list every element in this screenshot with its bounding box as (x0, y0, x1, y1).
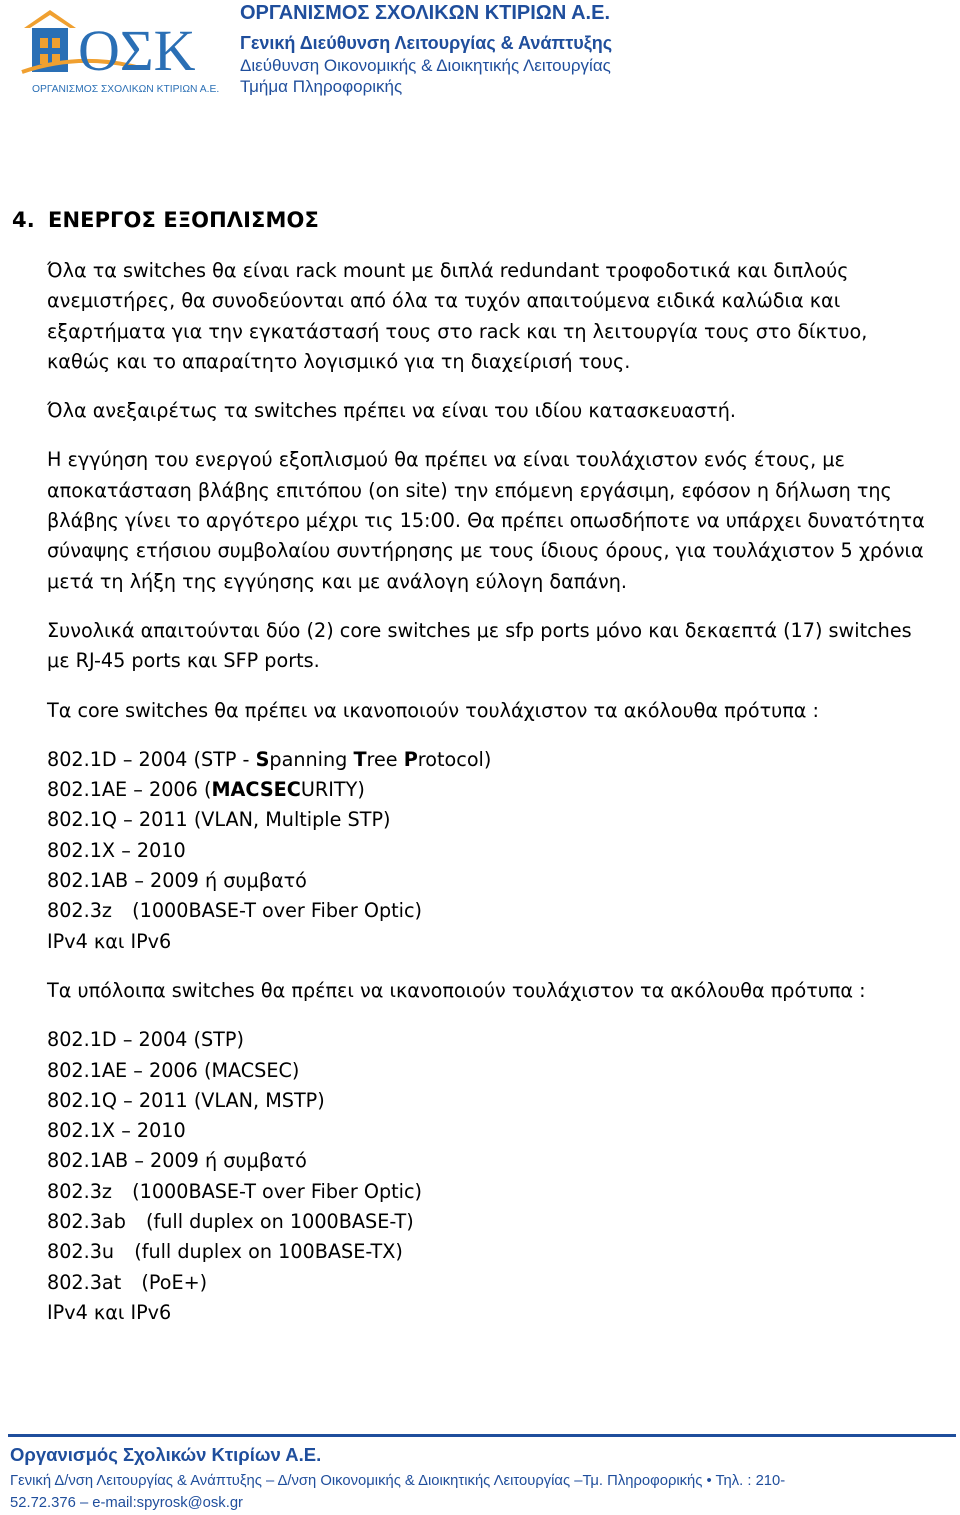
list-item: 802.1Q – 2011 (VLAN, MSTP) (47, 1088, 325, 1112)
page-footer (10, 1444, 860, 1514)
section-title: ΕΝΕΡΓΟΣ ΕΞΟΠΛΙΣΜΟΣ (48, 208, 319, 232)
logo-roof-icon (24, 10, 76, 28)
paragraph-quantities: Συνολικά απαιτούνται δύο (2) core switches με sfp ports μόνο και δεκαεπτά (17) switches με RJ-45 ports και SFP ports. (47, 618, 912, 673)
section-heading (12, 208, 319, 232)
list-item: 802.1AB – 2009 ή συμβατό (47, 1149, 307, 1173)
paragraph-manufacturer: Όλα ανεξαιρέτως τα switches πρέπει να είναι του ιδίου κατασκευαστή. (47, 399, 737, 423)
core-standards-list (47, 745, 927, 957)
directorate: Διεύθυνση Οικονομικής & Διοικητικής Λειτουργίας (240, 56, 611, 75)
list-item: 802.3ab (full duplex on 1000BASE-T) (47, 1210, 414, 1234)
paragraph-rack-mount: Όλα τα switches θα είναι rack mount με διπλά redundant τροφοδοτικά και διπλούς ανεμιστήρες, θα συνοδεύονται από όλα τα τυχόν απαιτούμενα ειδικά καλώδια και εξαρτήματα για την εγκατάστασή τους στο rack και τη λειτουργία τους στο δίκτυο, καθώς και το απαραίτητο λογισμικό για τη διαχείρισή τους. (47, 259, 868, 373)
osk-logo (20, 6, 225, 98)
list-item: 802.3z (1000BASE-T over Fiber Optic) (47, 899, 423, 923)
list-item: 802.1Q – 2011 (VLAN, Multiple STP) (47, 808, 391, 832)
list-item: 802.3at (PoE+) (47, 1270, 208, 1294)
list-item: 802.1D – 2004 (STP) (47, 1028, 244, 1052)
logo-caption: ΟΡΓΑΝΙΣΜΟΣ ΣΧΟΛΙΚΩΝ ΚΤΙΡΙΩΝ Α.Ε. (32, 84, 220, 95)
list-item: IPv4 και IPv6 (47, 1300, 172, 1324)
list-item: IPv4 και IPv6 (47, 929, 172, 953)
footer-org-name: Οργανισμός Σχολικών Κτιρίων Α.Ε. (10, 1444, 322, 1465)
department: Τμήμα Πληροφορικής (240, 77, 403, 96)
list-item: 802.1X – 2010 (47, 1119, 186, 1143)
section-number: 4. (12, 208, 35, 232)
paragraph-core-intro: Τα core switches θα πρέπει να ικανοποιούν τουλάχιστον τα ακόλουθα πρότυπα : (47, 698, 820, 722)
general-directorate: Γενική Διεύθυνση Λειτουργίας & Ανάπτυξης (240, 33, 613, 53)
list-item: 802.3z (1000BASE-T over Fiber Optic) (47, 1179, 423, 1203)
list-item: 802.1AE – 2006 (MACSECURITY) (47, 778, 365, 802)
list-item: 802.1X – 2010 (47, 838, 186, 862)
other-standards-list (47, 1025, 927, 1328)
footer-contact-line: Γενική Δ/νση Λειτουργίας & Ανάπτυξης – Δ/νση Οικονομικής & Διοικητικής Λειτουργίας –Τμ. Πληροφορικής • Τηλ. : 210-52.72.376 – e-mail:spyrosk@osk.gr (10, 1473, 786, 1511)
logo-wordmark: ΟΣΚ (78, 18, 196, 83)
paragraph-other-intro: Τα υπόλοιπα switches θα πρέπει να ικανοποιούν τουλάχιστον τα ακόλουθα πρότυπα : (47, 978, 866, 1002)
list-item: 802.1D – 2004 (STP - Spanning Tree Protocol) (47, 747, 492, 771)
document-body (47, 256, 927, 1328)
paragraph-warranty: Η εγγύηση του ενεργού εξοπλισμού θα πρέπει να είναι τουλάχιστον ενός έτους, με αποκατάσταση βλάβης επιτόπου (on site) την επόμενη εργάσιμη, εφόσον η δήλωση της βλάβης γίνει το αργότερο μέχρι τις 15:00. Θα πρέπει οπωσδήποτε να υπάρχει δυνατότητα σύναψης ετήσιου συμβολαίου συντήρησης με τους ίδιους όρους, για τουλάχιστον 5 χρόνια μετά τη λήξη της εγγύησης και με ανάλογη εύλογη δαπάνη. (47, 448, 925, 593)
page-header (0, 0, 960, 110)
list-item: 802.3u (full duplex on 100BASE-TX) (47, 1240, 403, 1264)
list-item: 802.1AB – 2009 ή συμβατό (47, 869, 307, 893)
footer-divider (8, 1434, 956, 1437)
org-name: ΟΡΓΑΝΙΣΜΟΣ ΣΧΟΛΙΚΩΝ ΚΤΙΡΙΩΝ Α.Ε. (240, 2, 610, 24)
list-item: 802.1AE – 2006 (MACSEC) (47, 1058, 300, 1082)
